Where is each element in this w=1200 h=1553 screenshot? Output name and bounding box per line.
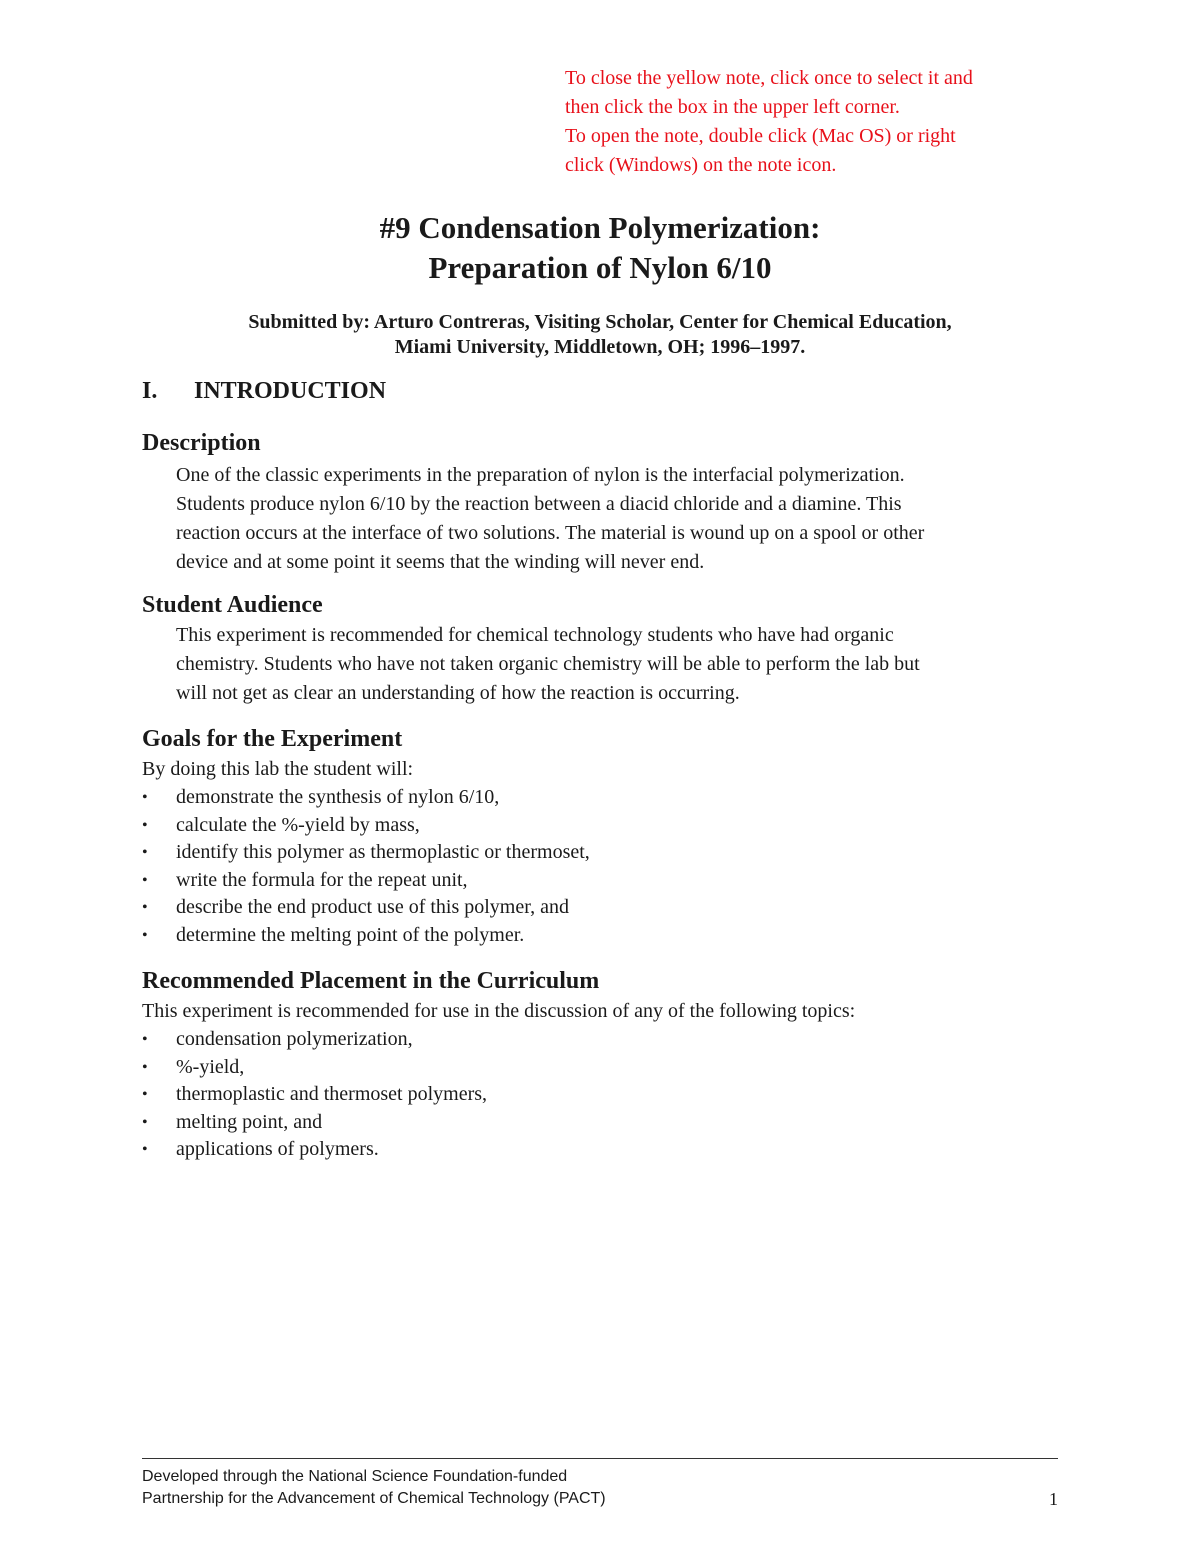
section-heading — [142, 378, 386, 405]
title-line: Preparation of Nylon 6/10 — [428, 250, 772, 285]
bullet-icon: • — [142, 1086, 148, 1103]
list-item: • demonstrate the synthesis of nylon 6/10, — [142, 784, 590, 812]
note-line: To close the yellow note, click once to select it and — [565, 67, 973, 89]
bullet-icon: • — [142, 816, 148, 834]
submitted-line: Miami University, Middletown, OH; 1996–1997. — [394, 336, 806, 358]
annotation-note — [565, 64, 1085, 180]
bullet-icon: • — [142, 844, 148, 861]
note-line: To open the note, double click (Mac OS) or right — [565, 125, 956, 147]
bullet-icon: • — [142, 926, 148, 944]
list-item: • condensation polymerization, — [142, 1026, 487, 1054]
list-item: • thermoplastic and thermoset polymers, — [142, 1081, 487, 1109]
description-paragraph — [176, 461, 1076, 577]
page-number: 1 — [1049, 1489, 1058, 1509]
list-item: • describe the end product use of this polymer, and — [142, 894, 590, 922]
goals-intro: By doing this lab the student will: — [142, 758, 414, 780]
title-line: #9 Condensation Polymerization: — [379, 210, 821, 245]
note-line: click (Windows) on the note icon. — [565, 154, 837, 176]
bullet-icon: • — [142, 871, 148, 889]
paragraph-line: One of the classic experiments in the preparation of nylon is the interfacial polymerization. — [176, 464, 905, 486]
list-item: • determine the melting point of the polymer. — [142, 922, 590, 950]
placement-list — [142, 1026, 487, 1164]
goals-list — [142, 784, 590, 949]
placement-heading: Recommended Placement in the Curriculum — [142, 968, 600, 994]
bullet-icon: • — [142, 1058, 148, 1076]
placement-intro: This experiment is recommended for use in the discussion of any of the following topics: — [142, 1000, 856, 1022]
list-item: • melting point, and — [142, 1109, 487, 1137]
submitted-line: Submitted by: Arturo Contreras, Visiting Scholar, Center for Chemical Education, — [248, 311, 952, 333]
paragraph-line: device and at some point it seems that the winding will never end. — [176, 551, 705, 573]
bullet-icon: • — [142, 1113, 148, 1131]
list-item: • calculate the %-yield by mass, — [142, 812, 590, 840]
bullet-icon: • — [142, 899, 148, 916]
note-line: then click the box in the upper left corner. — [565, 96, 900, 118]
bullet-icon: • — [142, 1031, 148, 1048]
list-item: • applications of polymers. — [142, 1136, 487, 1164]
list-item: • write the formula for the repeat unit, — [142, 867, 590, 895]
goals-heading: Goals for the Experiment — [142, 726, 403, 752]
paragraph-line: reaction occurs at the interface of two solutions. The material is wound up on a spool or other — [176, 522, 925, 544]
page-footer — [142, 1466, 1058, 1510]
paragraph-line: Students produce nylon 6/10 by the reaction between a diacid chloride and a diamine. This — [176, 493, 902, 515]
footer-line: Partnership for the Advancement of Chemical Technology (PACT) — [142, 1490, 606, 1507]
bullet-icon: • — [142, 789, 148, 806]
section-title: INTRODUCTION — [194, 378, 387, 404]
bullet-icon: • — [142, 1141, 148, 1158]
paragraph-line: chemistry. Students who have not taken organic chemistry will be able to perform the lab but — [176, 653, 920, 675]
list-item: • %-yield, — [142, 1054, 487, 1082]
description-heading: Description — [142, 430, 261, 456]
paragraph-line: This experiment is recommended for chemical technology students who have had organic — [176, 624, 894, 646]
section-number: I. — [142, 378, 158, 404]
document-title — [0, 208, 1200, 288]
paragraph-line: will not get as clear an understanding of how the reaction is occurring. — [176, 682, 740, 704]
list-item: • identify this polymer as thermoplastic or thermoset, — [142, 839, 590, 867]
submitted-by — [0, 310, 1200, 360]
footer-divider — [142, 1458, 1058, 1459]
footer-line: Developed through the National Science Foundation-funded — [142, 1468, 568, 1485]
audience-heading: Student Audience — [142, 592, 323, 618]
audience-paragraph — [176, 621, 1076, 708]
